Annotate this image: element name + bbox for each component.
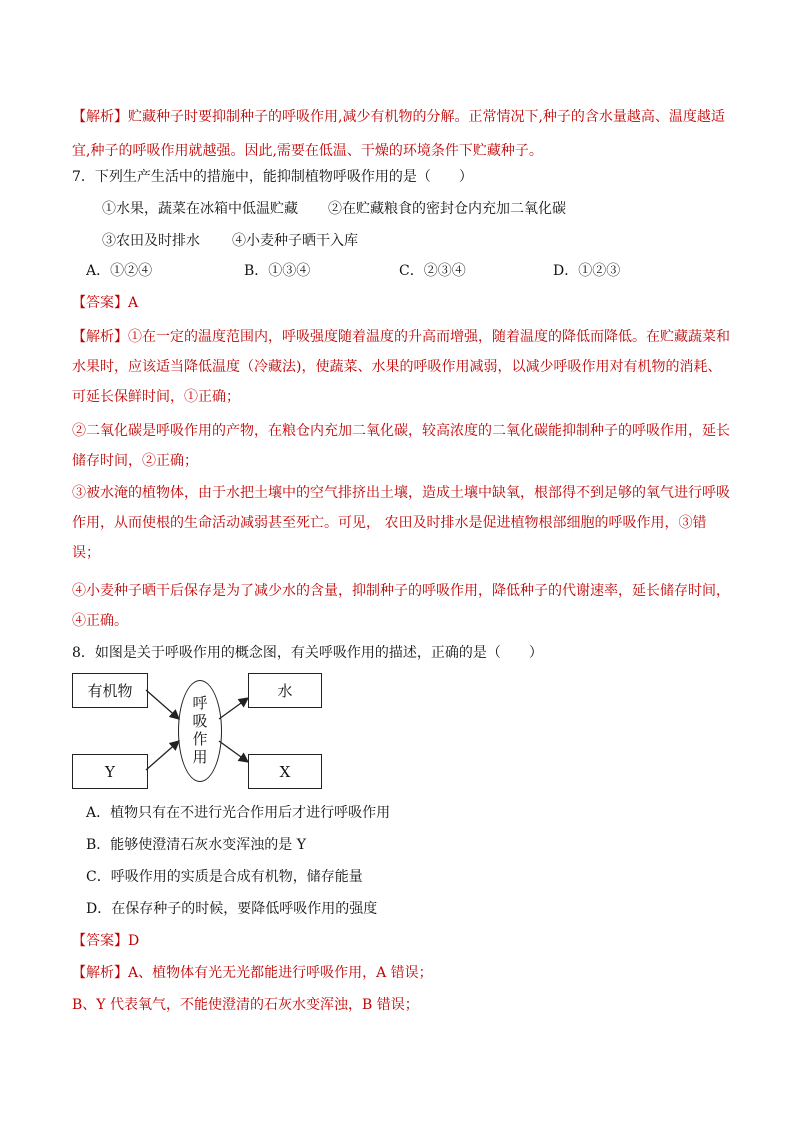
arrow-y-to-respiration (146, 741, 179, 770)
arrow-respiration-to-x (219, 741, 248, 762)
q7-item-2: ②在贮藏粮食的密封仓内充加二氧化碳 (328, 201, 566, 217)
analysis-tag: 【解析】 (72, 329, 128, 345)
q7-analysis-3: ③被水淹的植物体，由于水把土壤中的空气排挤出土壤，造成土壤中缺氧，根部得不到足够的氧气进行呼吸作用，从而使根的生命活动减弱甚至死亡。可见， 农田及时排水是促进植物根部细胞的呼吸作用，③错误； (72, 485, 730, 561)
answer-tag: 【答案】 (72, 933, 128, 949)
analysis-text: ①在一定的温度范围内，呼吸强度随着温度的升高而增强，随着温度的降低而降低。在贮藏蔬菜和水果时，应该适当降低温度（冷藏法)，使蔬菜、水果的呼吸作用减弱，以减少呼吸作用对有机物的消耗、可延长保鲜时间，①正确； (72, 329, 730, 405)
analysis-tag: 【解析】 (72, 965, 128, 981)
answer-tag: 【答案】 (72, 295, 128, 311)
respiration-label: 呼吸作用 (190, 695, 209, 767)
organic-matter-box: 有机物 (72, 673, 148, 708)
q7-analysis-2: ②二氧化碳是呼吸作用的产物，在粮仓内充加二氧化碳，较高浓度的二氧化碳能抑制种子的呼吸作用，延长储存时间，②正确； (72, 423, 730, 469)
q8-analysis-2: B、Y 代表氧气，不能使澄清的石灰水变浑浊，B 错误； (72, 997, 419, 1013)
q7-option-a: A．①②④ (86, 263, 153, 279)
q7-option-b: B．①③④ (244, 263, 311, 279)
analysis-text: 贮藏种子时要抑制种子的呼吸作用,减少有机物的分解。正常情况下,种子的含水量越高、温度越适宜,种子的呼吸作用就越强。因此,需要在低温、干燥的环境条件下贮藏种子。 (72, 109, 725, 159)
arrow-organic-to-respiration (146, 690, 179, 719)
q7-option-d: D．①②③ (553, 263, 621, 279)
water-box: 水 (248, 673, 322, 708)
q8-stem: 8．如图是关于呼吸作用的概念图，有关呼吸作用的描述，正确的是（ ） (72, 645, 543, 661)
q8-option-a: A．植物只有在不进行光合作用后才进行呼吸作用 (86, 805, 391, 821)
q7-item-3: ③农田及时排水 (102, 233, 200, 249)
q8-analysis-1 (72, 962, 433, 982)
q7-analysis-4: ④小麦种子晒干后保存是为了减少水的含量，抑制种子的呼吸作用，降低种子的代谢速率，延长储存时间，④正确。 (72, 583, 730, 629)
answer-value: D (128, 933, 140, 949)
analysis-text: A、植物体有光无光都能进行呼吸作用，A 错误； (128, 965, 433, 981)
q8-option-b: B．能够使澄清石灰水变浑浊的是 Y (86, 837, 306, 853)
q8-option-d: D．在保存种子的时候，要降低呼吸作用的强度 (86, 901, 378, 917)
y-box: Y (72, 754, 148, 789)
q7-stem: 7．下列生产生活中的措施中，能抑制植物呼吸作用的是（ ） (72, 169, 473, 185)
q7-item-4: ④小麦种子晒干入库 (232, 233, 358, 249)
answer-value: A (128, 295, 139, 311)
q7-item-1: ①水果，蔬菜在冰箱中低温贮藏 (102, 201, 298, 217)
q8-option-c: C．呼吸作用的实质是合成有机物，储存能量 (86, 869, 363, 885)
analysis-tag: 【解析】 (72, 109, 128, 125)
q8-answer (72, 930, 139, 950)
x-box: X (248, 754, 322, 789)
q7-option-c: C．②③④ (399, 263, 466, 279)
arrow-respiration-to-water (219, 698, 248, 719)
